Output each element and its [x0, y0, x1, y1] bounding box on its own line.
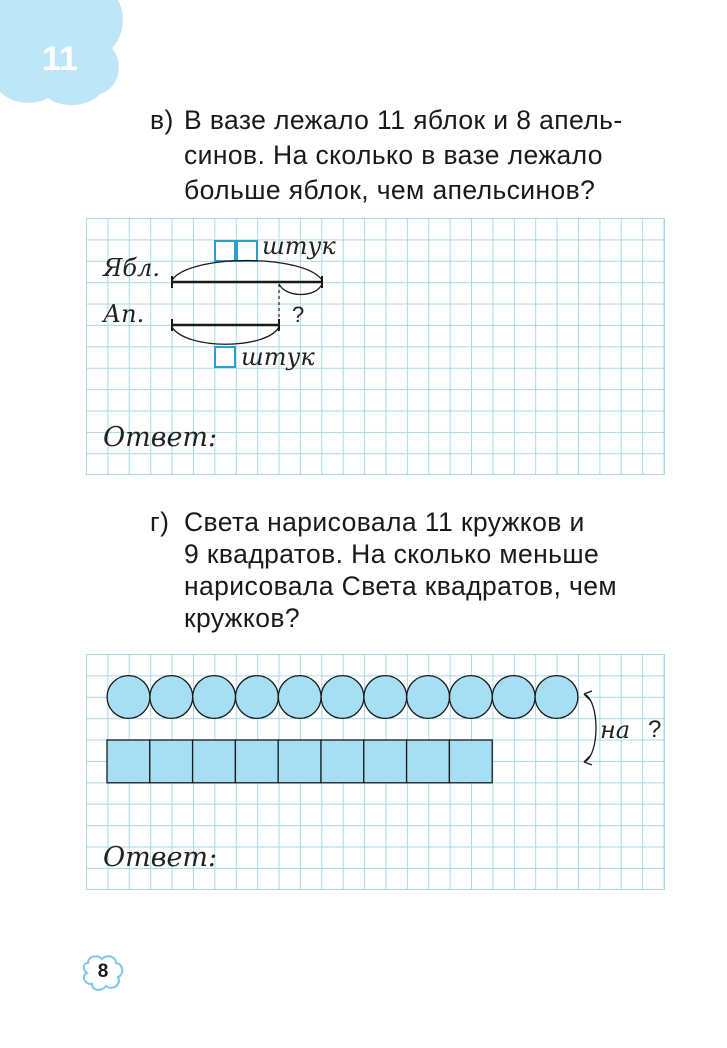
circle-shape [492, 676, 535, 719]
circle-shape [193, 676, 236, 719]
answer-label: Ответ: [103, 842, 218, 873]
difference-label: на [600, 716, 631, 744]
label-oranges: Ап. [103, 300, 145, 328]
answer-label: Ответ: [103, 422, 218, 453]
task-line: нарисовала Света квадратов, чем [184, 571, 618, 601]
question-mark: ? [292, 302, 305, 327]
circle-shape [450, 676, 493, 719]
circle-shape [236, 676, 279, 719]
circle-shape [535, 676, 578, 719]
task-line: 9 квадратов. На сколько меньше [184, 539, 600, 569]
task-line: Света нарисовала 11 кружков и [184, 507, 585, 537]
circle-shape [407, 676, 450, 719]
task-letter: в) [150, 105, 174, 135]
square-shape [107, 740, 150, 783]
task-line: В вазе лежало 11 яблок и 8 апель- [184, 105, 623, 135]
page-number: 8 [97, 961, 109, 982]
task-line: больше яблок, чем апельсинов? [184, 175, 596, 205]
circle-shape [150, 676, 193, 719]
square-shape [321, 740, 364, 783]
circle-shape [364, 676, 407, 719]
task-letter: г) [150, 507, 170, 537]
arrow-head-top [584, 691, 592, 700]
square-shape [235, 740, 278, 783]
circle-shape [107, 676, 150, 719]
units-label-top: штук [262, 232, 336, 260]
circle-shape [278, 676, 321, 719]
square-shape [150, 740, 193, 783]
task-line: кружков? [184, 603, 300, 633]
exercise-number: 11 [42, 40, 78, 78]
units-label-bottom: штук [241, 343, 315, 371]
question-mark: ? [648, 716, 662, 743]
page-number-badge [80, 953, 126, 993]
label-apples: Ябл. [103, 254, 160, 282]
difference-brace [584, 694, 596, 762]
circle-shape [321, 676, 364, 719]
arrow-head-bottom [584, 756, 592, 765]
square-shape [449, 740, 492, 783]
task-line: синов. На сколько в вазе лежало [184, 140, 603, 170]
square-shape [193, 740, 236, 783]
square-shape [278, 740, 321, 783]
square-shape [364, 740, 407, 783]
square-shape [407, 740, 450, 783]
